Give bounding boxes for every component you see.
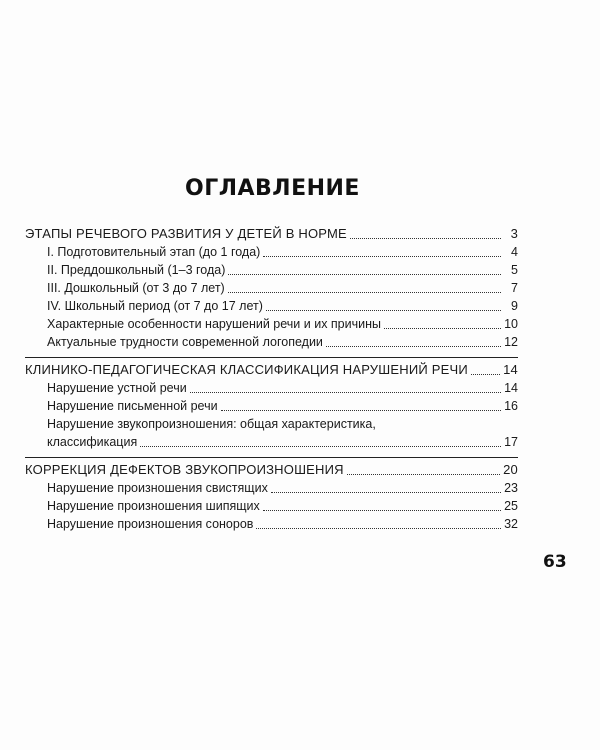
toc-entry-label: классификация xyxy=(47,435,138,449)
toc-entry-page: 25 xyxy=(504,499,518,513)
toc-entry-label: ЭТАПЫ РЕЧЕВОГО РАЗВИТИЯ У ДЕТЕЙ В НОРМЕ xyxy=(25,226,347,241)
dot-leader xyxy=(326,346,501,347)
toc-entry xyxy=(25,361,518,379)
toc-section-2 xyxy=(25,357,518,451)
toc-entry-page: 5 xyxy=(511,263,518,277)
toc-entry-page: 14 xyxy=(504,381,518,395)
page-number: 63 xyxy=(543,552,567,572)
toc-entry-label: КОРРЕКЦИЯ ДЕФЕКТОВ ЗВУКОПРОИЗНОШЕНИЯ xyxy=(25,462,344,477)
toc-entry-page: 12 xyxy=(504,335,518,349)
toc-entry-label: Нарушение произношения шипящих xyxy=(47,499,260,513)
toc-entry-page: 3 xyxy=(510,226,518,241)
toc-entry xyxy=(25,315,518,333)
toc-entry xyxy=(25,225,518,243)
dot-leader xyxy=(471,374,500,375)
toc-entry xyxy=(25,261,518,279)
toc-entry-label: IV. Школьный период (от 7 до 17 лет) xyxy=(47,299,263,313)
page-title: ОГЛАВЛЕНИЕ xyxy=(185,176,360,201)
toc-entry-page: 9 xyxy=(511,299,518,313)
toc-entry-page: 32 xyxy=(504,517,518,531)
dot-leader xyxy=(228,274,501,275)
toc-entry-page: 7 xyxy=(511,281,518,295)
toc-entry-label: I. Подготовительный этап (до 1 года) xyxy=(47,245,261,259)
dot-leader xyxy=(256,528,501,529)
toc-entry-label: Нарушение произношения соноров xyxy=(47,517,254,531)
toc-entry-label: Нарушение письменной речи xyxy=(47,399,218,413)
toc-entry xyxy=(25,243,518,261)
dot-leader xyxy=(271,492,501,493)
toc-entry xyxy=(25,379,518,397)
toc-entry-label: III. Дошкольный (от 3 до 7 лет) xyxy=(47,281,225,295)
toc-entry-label: Актуальные трудности современной логопедии xyxy=(47,335,323,349)
toc-entry xyxy=(25,497,518,515)
dot-leader xyxy=(190,392,501,393)
toc-entry-page: 16 xyxy=(504,399,518,413)
dot-leader xyxy=(263,510,501,511)
toc-entry-page: 4 xyxy=(511,245,518,259)
toc-entry-page: 14 xyxy=(503,362,518,377)
toc-entry xyxy=(25,397,518,415)
dot-leader xyxy=(221,410,501,411)
toc-section-1 xyxy=(25,225,518,351)
dot-leader xyxy=(384,328,501,329)
toc-entry-continued xyxy=(25,415,518,433)
dot-leader xyxy=(263,256,501,257)
dot-leader xyxy=(266,310,501,311)
dot-leader xyxy=(347,474,500,475)
toc-entry xyxy=(25,515,518,533)
toc-entry-label: КЛИНИКО-ПЕДАГОГИЧЕСКАЯ КЛАССИФИКАЦИЯ НАРУШЕНИЙ РЕЧИ xyxy=(25,362,468,377)
toc-entry xyxy=(25,479,518,497)
dot-leader xyxy=(140,446,501,447)
toc-entry-label: II. Преддошкольный (1–3 года) xyxy=(47,263,226,277)
toc-entry-page: 20 xyxy=(503,462,518,477)
dot-leader xyxy=(228,292,501,293)
toc-entry-page: 10 xyxy=(504,317,518,331)
toc-entry-page: 17 xyxy=(504,435,518,449)
toc-entry xyxy=(25,333,518,351)
toc-entry-label: Нарушение устной речи xyxy=(47,381,187,395)
dot-leader xyxy=(350,238,501,239)
table-of-contents xyxy=(25,225,518,533)
toc-entry xyxy=(25,461,518,479)
toc-entry xyxy=(25,297,518,315)
toc-entry xyxy=(25,433,518,451)
toc-entry xyxy=(25,279,518,297)
toc-entry-label: Нарушение произношения свистящих xyxy=(47,481,268,495)
toc-section-3 xyxy=(25,457,518,533)
toc-entry-label: Характерные особенности нарушений речи и их причины xyxy=(47,317,381,331)
toc-entry-label: Нарушение звукопроизношения: общая характеристика, xyxy=(47,417,376,431)
toc-entry-page: 23 xyxy=(504,481,518,495)
